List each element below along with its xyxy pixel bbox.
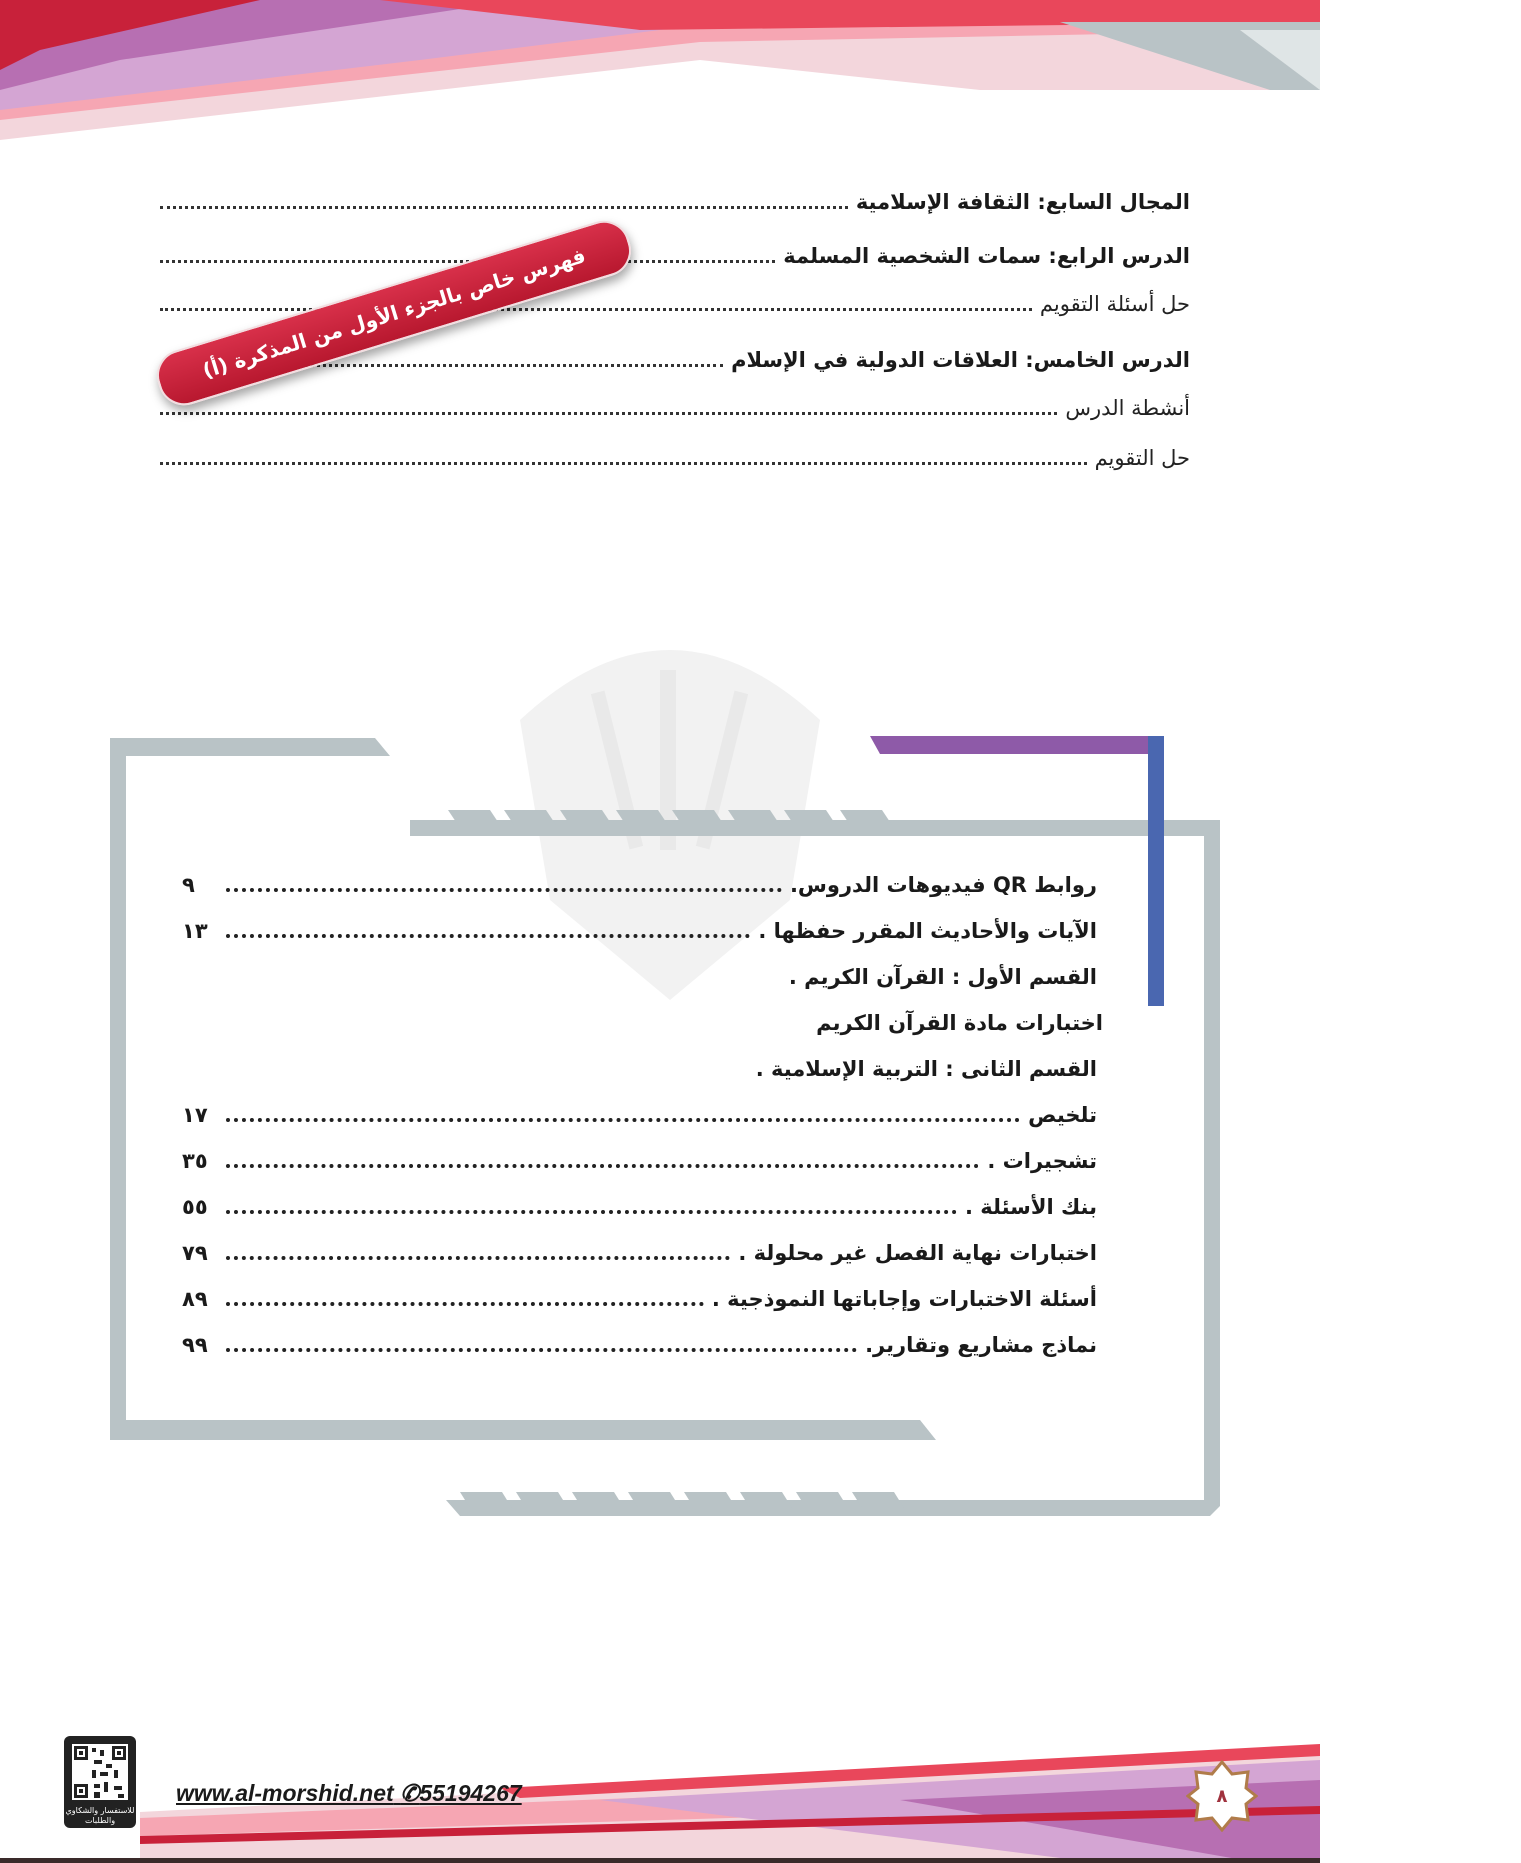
qr-code-icon — [64, 1736, 136, 1808]
lower-index-row — [182, 908, 1097, 954]
website-link[interactable]: www.al-morshid.net — [176, 1780, 394, 1806]
top-index-row — [160, 436, 1190, 480]
top-index-row — [160, 180, 1190, 224]
dot-leader — [226, 888, 782, 892]
top-index-row-text: المجال السابع: الثقافة الإسلامية — [855, 190, 1190, 214]
phone-number: 55194267 — [419, 1780, 522, 1806]
dot-leader — [226, 934, 750, 938]
lower-index-row-page: ٩ — [182, 873, 195, 897]
index-ribbon-label: فهرس خاص بالجزء الأول من المذكرة (أ) — [151, 214, 638, 411]
dot-leader — [160, 206, 848, 209]
page-number: ٨ — [1216, 1785, 1228, 1807]
top-index-row-text: حل أسئلة التقويم — [1039, 292, 1190, 316]
lower-index-row-page: ٧٩ — [182, 1241, 208, 1265]
top-index-row-text: حل التقويم — [1094, 446, 1190, 470]
dot-leader — [160, 462, 1087, 465]
lower-index-row — [182, 1092, 1097, 1138]
lower-index-row — [182, 1046, 1097, 1092]
top-index-row-text: أنشطة الدرس — [1065, 396, 1190, 420]
qr-label: للاستفسار والشكاوي والطلبات — [65, 1806, 135, 1825]
dot-leader — [226, 1348, 857, 1352]
lower-index-row — [182, 862, 1097, 908]
lower-index-row-text: القسم الأول : القرآن الكريم . — [788, 965, 1097, 989]
lower-index-row — [182, 1184, 1097, 1230]
top-index-row — [160, 234, 1190, 278]
dot-leader — [160, 412, 1057, 415]
dot-leader — [160, 308, 1032, 311]
lower-index-row — [182, 1138, 1097, 1184]
lower-index-row-text: القسم الثانى : التربية الإسلامية . — [755, 1057, 1097, 1081]
lower-index-row-page: ٥٥ — [182, 1195, 208, 1219]
dot-leader — [226, 1164, 979, 1168]
top-index-row-text: الدرس الرابع: سمات الشخصية المسلمة — [783, 244, 1190, 268]
footer-contact[interactable] — [176, 1780, 522, 1807]
dot-leader — [226, 1118, 1020, 1122]
top-index-row-text: الدرس الخامس: العلاقات الدولية في الإسلام — [731, 348, 1190, 372]
lower-index-row-text: روابط QR فيديوهات الدروس. — [789, 873, 1097, 897]
lower-index-row-page: ٩٩ — [182, 1333, 208, 1357]
dot-leader — [226, 1302, 704, 1306]
lower-index-row-text: نماذج مشاريع وتقارير. — [865, 1333, 1097, 1357]
lower-index-row-text: تلخيص — [1028, 1103, 1097, 1127]
top-banner-decoration — [0, 0, 1521, 140]
lower-index-row-text: اختبارات نهاية الفصل غير محلولة . — [738, 1241, 1097, 1265]
lower-index-row-text: أسئلة الاختبارات وإجاباتها النموذجية . — [711, 1287, 1097, 1311]
lower-index-row — [188, 1000, 1103, 1046]
lower-index-row-text: تشجيرات . — [987, 1149, 1097, 1173]
lower-index-row — [182, 1276, 1097, 1322]
lower-index-row-page: ١٧ — [182, 1103, 208, 1127]
dot-leader — [226, 1210, 957, 1214]
lower-index-row-page: ١٣ — [182, 919, 208, 943]
top-index-row — [160, 386, 1190, 430]
dot-leader — [226, 1256, 730, 1260]
lower-index-row-text: اختبارات مادة القرآن الكريم — [816, 1011, 1103, 1035]
lower-index-row-text: الآيات والأحاديث المقرر حفظها . — [758, 919, 1097, 943]
lower-index — [182, 862, 1103, 1372]
lower-index-row — [182, 1230, 1097, 1276]
lower-index-row-page: ٨٩ — [182, 1287, 208, 1311]
lower-index-row — [182, 954, 1097, 1000]
lower-index-row-page: ٣٥ — [182, 1149, 208, 1173]
lower-index-row-text: بنك الأسئلة . — [965, 1195, 1097, 1219]
phone-icon: ✆ — [400, 1780, 420, 1806]
lower-index-row — [182, 1322, 1097, 1368]
